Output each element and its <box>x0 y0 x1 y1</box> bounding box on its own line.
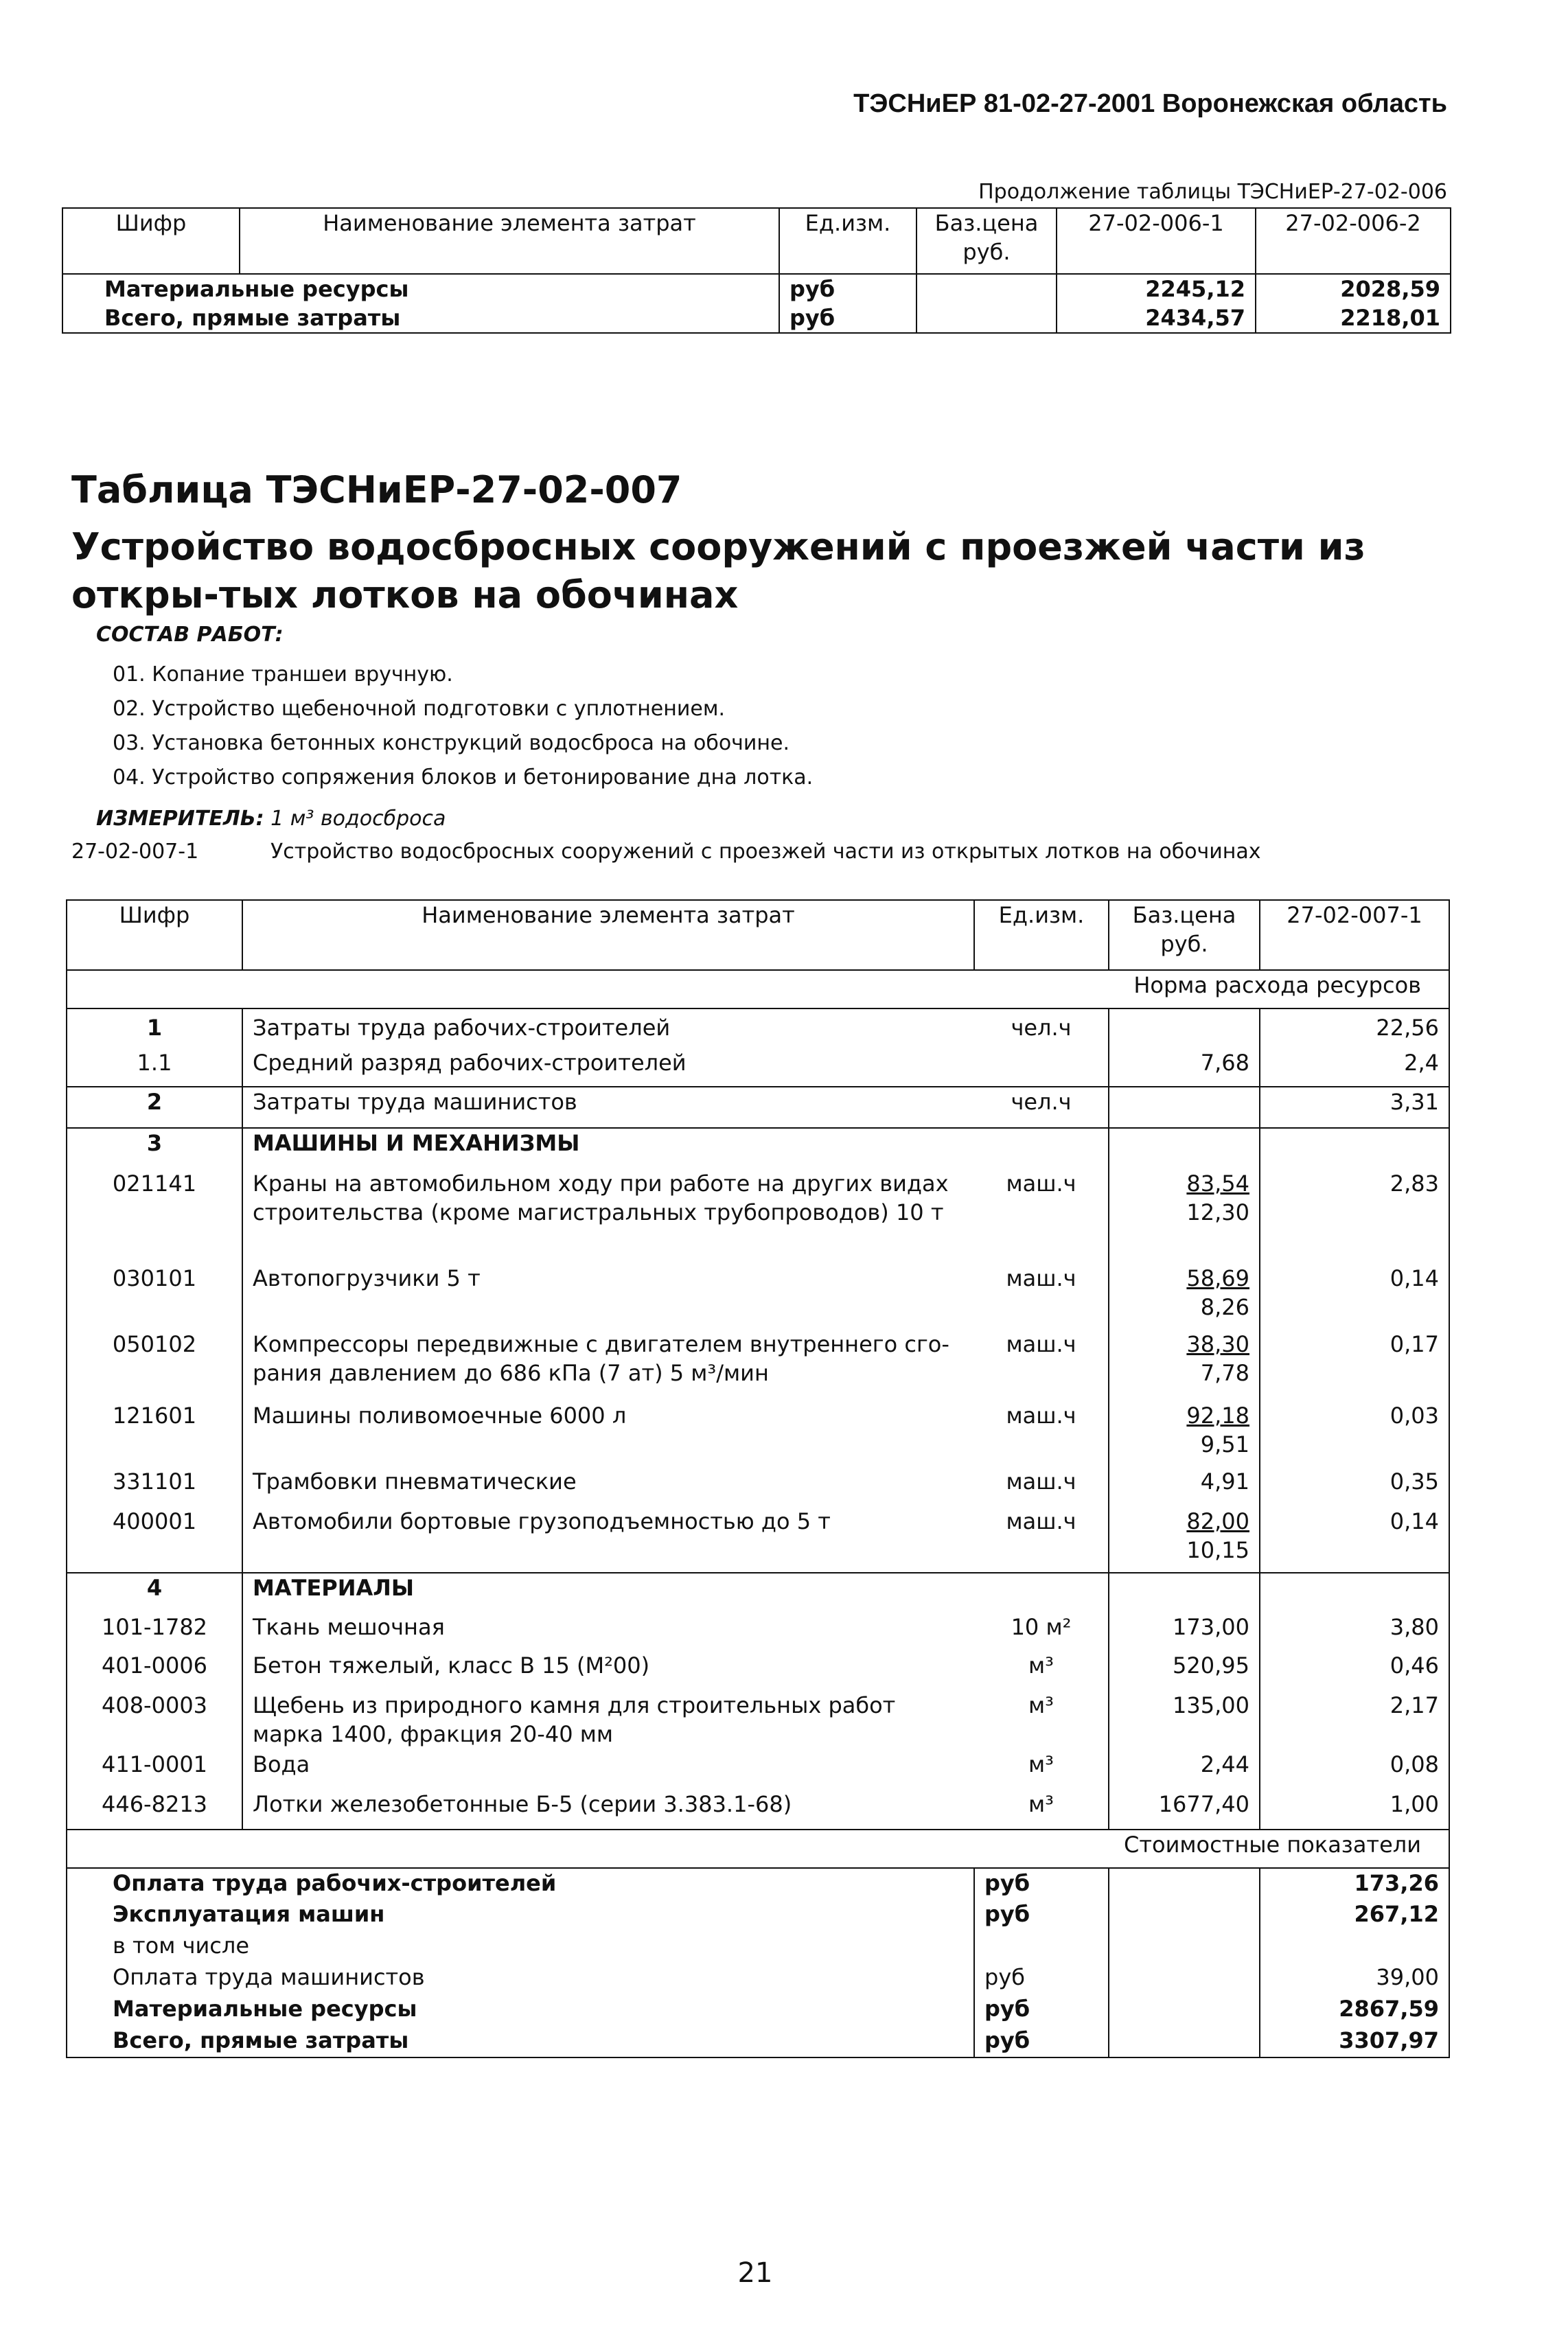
price-value: 135,00 <box>1173 1692 1249 1718</box>
row-name: Затраты труда рабочих-строителей <box>242 1008 974 1048</box>
norm-description: Устройство водосбросных сооружений с проезжей части из открытых лотков на обочинах <box>270 840 1261 864</box>
summary-label: Всего, прямые затраты <box>113 2027 409 2053</box>
table-row <box>67 1790 1449 1830</box>
row-code: 2 <box>67 1087 242 1128</box>
row-unit: маш.ч <box>1006 1265 1076 1291</box>
row-code: 331101 <box>112 1468 197 1495</box>
norm-header-row <box>67 900 1449 970</box>
summary-unit: руб <box>974 1994 1109 2026</box>
work-list <box>113 658 813 795</box>
row-code: 050102 <box>112 1331 197 1357</box>
summary-value: 2867,59 <box>1260 1994 1449 2026</box>
row-price <box>1109 1128 1260 1169</box>
row-code: 408-0003 <box>101 1692 208 1718</box>
row-code: 1.1 <box>137 1050 172 1076</box>
table-row <box>67 1169 1449 1264</box>
row-price <box>1109 1613 1260 1651</box>
summary-unit: руб <box>974 1900 1109 1931</box>
row-code: 030101 <box>112 1265 197 1291</box>
table-row <box>67 1048 1449 1087</box>
row-value-1: 2434,57 <box>1057 303 1256 333</box>
work-item: 01. Копание траншеи вручную. <box>113 662 453 687</box>
summary-value <box>1260 1931 1449 1963</box>
work-item: 03. Установка бетонных конструкций водосброса на обочине. <box>113 731 790 755</box>
summary-row <box>67 1868 1449 1900</box>
row-price <box>1109 1691 1260 1750</box>
row-label: Материальные ресурсы <box>104 276 409 302</box>
row-unit: руб <box>779 303 916 333</box>
table-row <box>67 1128 1449 1169</box>
row-name: Вода <box>242 1750 974 1790</box>
row-name: МАШИНЫ И МЕХАНИЗМЫ <box>242 1128 974 1169</box>
row-value-1: 2245,12 <box>1057 274 1256 303</box>
measure-label: ИЗМЕРИТЕЛЬ: <box>96 807 264 831</box>
table-label: Таблица ТЭСНиЕР-27-02-007 <box>71 468 682 511</box>
summary-row <box>67 1900 1449 1931</box>
summary-label: Оплата труда машинистов <box>113 1964 425 1990</box>
col-unit-header: Ед.изм. <box>779 208 916 274</box>
row-label: Всего, прямые затраты <box>104 305 401 331</box>
row-norm-value: 0,46 <box>1260 1651 1449 1691</box>
row-norm-value: 2,4 <box>1260 1048 1449 1087</box>
summary-price <box>1109 1994 1260 2026</box>
row-price <box>916 303 1057 333</box>
summary-unit <box>974 1931 1109 1963</box>
row-name: Затраты труда машинистов <box>242 1087 974 1128</box>
row-code: 401-0006 <box>101 1652 208 1679</box>
summary-unit: руб <box>974 2026 1109 2057</box>
col-006-1-header: 27-02-006-1 <box>1057 208 1256 274</box>
row-price <box>1109 1169 1260 1264</box>
continuation-table <box>62 207 1451 334</box>
row-unit: 10 м² <box>1011 1614 1072 1640</box>
row-name: Машины поливомоечные 6000 л <box>242 1401 974 1467</box>
price-value: 58,69 <box>1186 1265 1249 1291</box>
row-unit: чел.ч <box>974 1008 1109 1048</box>
table-row <box>67 1613 1449 1651</box>
norm-body <box>67 970 1449 2057</box>
row-unit: м³ <box>1028 1692 1054 1718</box>
row-name: Компрессоры передвижные с двигателем внутреннего сго-рания давлением до 686 кПа (7 ат) 5 м³/мин <box>242 1330 974 1401</box>
summary-row <box>67 1963 1449 1994</box>
col-code-header: Шифр <box>67 900 242 970</box>
summary-value: 3307,97 <box>1260 2026 1449 2057</box>
price-value: 83,54 <box>1186 1171 1249 1197</box>
row-norm-value: 3,80 <box>1260 1613 1449 1651</box>
col-code-header: Шифр <box>62 208 240 274</box>
price-secondary-value: 8,26 <box>1200 1294 1249 1320</box>
price-value: 92,18 <box>1186 1403 1249 1429</box>
price-value: 7,68 <box>1200 1050 1249 1076</box>
col-unit-header: Ед.изм. <box>974 900 1109 970</box>
row-value-2: 2028,59 <box>1256 274 1451 303</box>
row-price <box>1109 1008 1260 1048</box>
norm-label: Норма расхода ресурсов <box>67 970 1449 1008</box>
table-row <box>67 1467 1449 1507</box>
row-price <box>916 274 1057 303</box>
row-name: Бетон тяжелый, класс В 15 (М²00) <box>242 1651 974 1691</box>
price-secondary-value: 7,78 <box>1200 1360 1249 1386</box>
row-unit <box>974 1128 1109 1169</box>
summary-price <box>1109 2026 1260 2057</box>
measure-line <box>96 807 446 831</box>
col-006-2-header: 27-02-006-2 <box>1256 208 1451 274</box>
row-name: Автомобили бортовые грузоподъемностью до 5 т <box>242 1507 974 1573</box>
summary-price <box>1109 1931 1260 1963</box>
row-unit: маш.ч <box>1006 1508 1076 1534</box>
row-value-2: 2218,01 <box>1256 303 1451 333</box>
norm-table <box>66 899 1450 2058</box>
row-code: 121601 <box>112 1403 197 1429</box>
price-secondary-value: 9,51 <box>1200 1431 1249 1457</box>
summary-label: Материальные ресурсы <box>113 1996 417 2022</box>
norm-label-row <box>67 970 1449 1008</box>
row-norm-value: 0,17 <box>1260 1330 1449 1401</box>
summary-price <box>1109 1900 1260 1931</box>
measure-value: 1 м³ водосброса <box>270 807 446 831</box>
col-price-header: Баз.цена руб. <box>1109 900 1260 970</box>
row-price <box>1109 1401 1260 1467</box>
table-row <box>67 1330 1449 1401</box>
table-row <box>67 1573 1449 1613</box>
table-row <box>67 1750 1449 1790</box>
summary-label: Оплата труда рабочих-строителей <box>113 1870 557 1896</box>
price-secondary-value: 10,15 <box>1186 1537 1249 1563</box>
page-number: 21 <box>737 2257 773 2289</box>
summary-value: 267,12 <box>1260 1900 1449 1931</box>
summary-row <box>67 2026 1449 2057</box>
row-price <box>1109 1651 1260 1691</box>
table-heading: Устройство водосбросных сооружений с проезжей части из откры-тых лотков на обочинах <box>71 525 1365 616</box>
row-norm-value: 3,31 <box>1260 1087 1449 1128</box>
table-row <box>67 1401 1449 1467</box>
col-name-header: Наименование элемента затрат <box>240 208 779 274</box>
col-name-header: Наименование элемента затрат <box>242 900 974 970</box>
row-name: Средний разряд рабочих-строителей <box>242 1048 974 1087</box>
row-price <box>1109 1573 1260 1613</box>
row-norm-value: 0,03 <box>1260 1401 1449 1467</box>
summary-value: 39,00 <box>1260 1963 1449 1994</box>
row-norm-value: 1,00 <box>1260 1790 1449 1830</box>
row-unit <box>974 1048 1109 1087</box>
row-name: Краны на автомобильном ходу при работе на других видах строительства (кроме магистральных трубопроводов) 10 т <box>242 1169 974 1264</box>
row-norm-value: 0,08 <box>1260 1750 1449 1790</box>
summary-price <box>1109 1868 1260 1900</box>
cost-label: Стоимостные показатели <box>67 1830 1449 1868</box>
row-code: 3 <box>67 1128 242 1169</box>
work-item: 04. Устройство сопряжения блоков и бетонирование дна лотка. <box>113 765 814 789</box>
continuation-caption: Продолжение таблицы ТЭСНиЕР-27-02-006 <box>978 180 1447 204</box>
row-unit: м³ <box>1028 1751 1054 1777</box>
col-price-header: Баз.цена руб. <box>916 208 1057 274</box>
price-value: 4,91 <box>1200 1468 1249 1495</box>
row-unit: маш.ч <box>1006 1331 1076 1357</box>
row-norm-value: 0,14 <box>1260 1264 1449 1330</box>
row-name: МАТЕРИАЛЫ <box>242 1573 974 1613</box>
table-row <box>67 1008 1449 1048</box>
row-code: 101-1782 <box>101 1614 208 1640</box>
row-norm-value <box>1260 1128 1449 1169</box>
continuation-header-row <box>62 208 1451 274</box>
row-price <box>1109 1264 1260 1330</box>
row-norm-value: 0,35 <box>1260 1467 1449 1507</box>
row-price <box>1109 1790 1260 1830</box>
row-norm-value: 22,56 <box>1260 1008 1449 1048</box>
table-row <box>67 1507 1449 1573</box>
norm-code-line <box>71 840 1261 864</box>
summary-unit: руб <box>974 1963 1109 1994</box>
work-item: 02. Устройство щебеночной подготовки с уплотнением. <box>113 697 726 721</box>
row-unit: м³ <box>1028 1791 1054 1817</box>
row-unit: м³ <box>1028 1652 1054 1679</box>
summary-price <box>1109 1963 1260 1994</box>
price-value: 1677,40 <box>1158 1791 1249 1817</box>
page-header: ТЭСНиЕР 81-02-27-2001 Воронежская область <box>853 89 1447 118</box>
row-name: Трамбовки пневматические <box>242 1467 974 1507</box>
row-price <box>1109 1048 1260 1087</box>
row-code: 446-8213 <box>101 1791 208 1817</box>
row-price <box>1109 1330 1260 1401</box>
row-norm-value: 2,83 <box>1260 1169 1449 1264</box>
price-value: 82,00 <box>1186 1508 1249 1534</box>
row-code: 4 <box>67 1573 242 1613</box>
price-value: 38,30 <box>1186 1331 1249 1357</box>
table-row <box>67 1691 1449 1750</box>
row-code: 411-0001 <box>101 1751 208 1777</box>
row-name: Ткань мешочная <box>242 1613 974 1651</box>
row-unit: руб <box>779 274 916 303</box>
summary-unit: руб <box>974 1868 1109 1900</box>
row-unit: маш.ч <box>1006 1403 1076 1429</box>
summary-row <box>67 1994 1449 2026</box>
row-price <box>1109 1467 1260 1507</box>
row-unit <box>974 1573 1109 1613</box>
summary-label: в том числе <box>113 1933 249 1959</box>
row-unit: чел.ч <box>974 1087 1109 1128</box>
cost-label-row <box>67 1830 1449 1868</box>
summary-row <box>67 1931 1449 1963</box>
row-price <box>1109 1750 1260 1790</box>
row-norm-value <box>1260 1573 1449 1613</box>
col-007-1-header: 27-02-007-1 <box>1260 900 1449 970</box>
row-price <box>1109 1087 1260 1128</box>
price-secondary-value: 12,30 <box>1186 1199 1249 1225</box>
row-name: Автопогрузчики 5 т <box>242 1264 974 1330</box>
row-code: 021141 <box>112 1171 197 1197</box>
summary-label: Эксплуатация машин <box>113 1901 385 1927</box>
price-value: 2,44 <box>1200 1751 1249 1777</box>
summary-value: 173,26 <box>1260 1868 1449 1900</box>
row-code: 400001 <box>112 1508 197 1534</box>
row-name: Лотки железобетонные Б-5 (серии 3.383.1-68) <box>242 1790 974 1830</box>
row-price <box>1109 1507 1260 1573</box>
table-row <box>67 1087 1449 1128</box>
row-norm-value: 0,14 <box>1260 1507 1449 1573</box>
work-composition-label: СОСТАВ РАБОТ: <box>96 623 284 647</box>
continuation-row <box>62 303 1451 333</box>
row-code: 1 <box>67 1008 242 1048</box>
continuation-row <box>62 274 1451 303</box>
norm-code: 27-02-007-1 <box>71 840 199 864</box>
price-value: 520,95 <box>1173 1652 1249 1679</box>
row-name: Щебень из природного камня для строительных работ марка 1400, фракция 20-40 мм <box>242 1691 974 1750</box>
table-row <box>67 1264 1449 1330</box>
price-value: 173,00 <box>1173 1614 1249 1640</box>
row-unit: маш.ч <box>1006 1468 1076 1495</box>
row-norm-value: 2,17 <box>1260 1691 1449 1750</box>
table-row <box>67 1651 1449 1691</box>
row-unit: маш.ч <box>1006 1171 1076 1197</box>
